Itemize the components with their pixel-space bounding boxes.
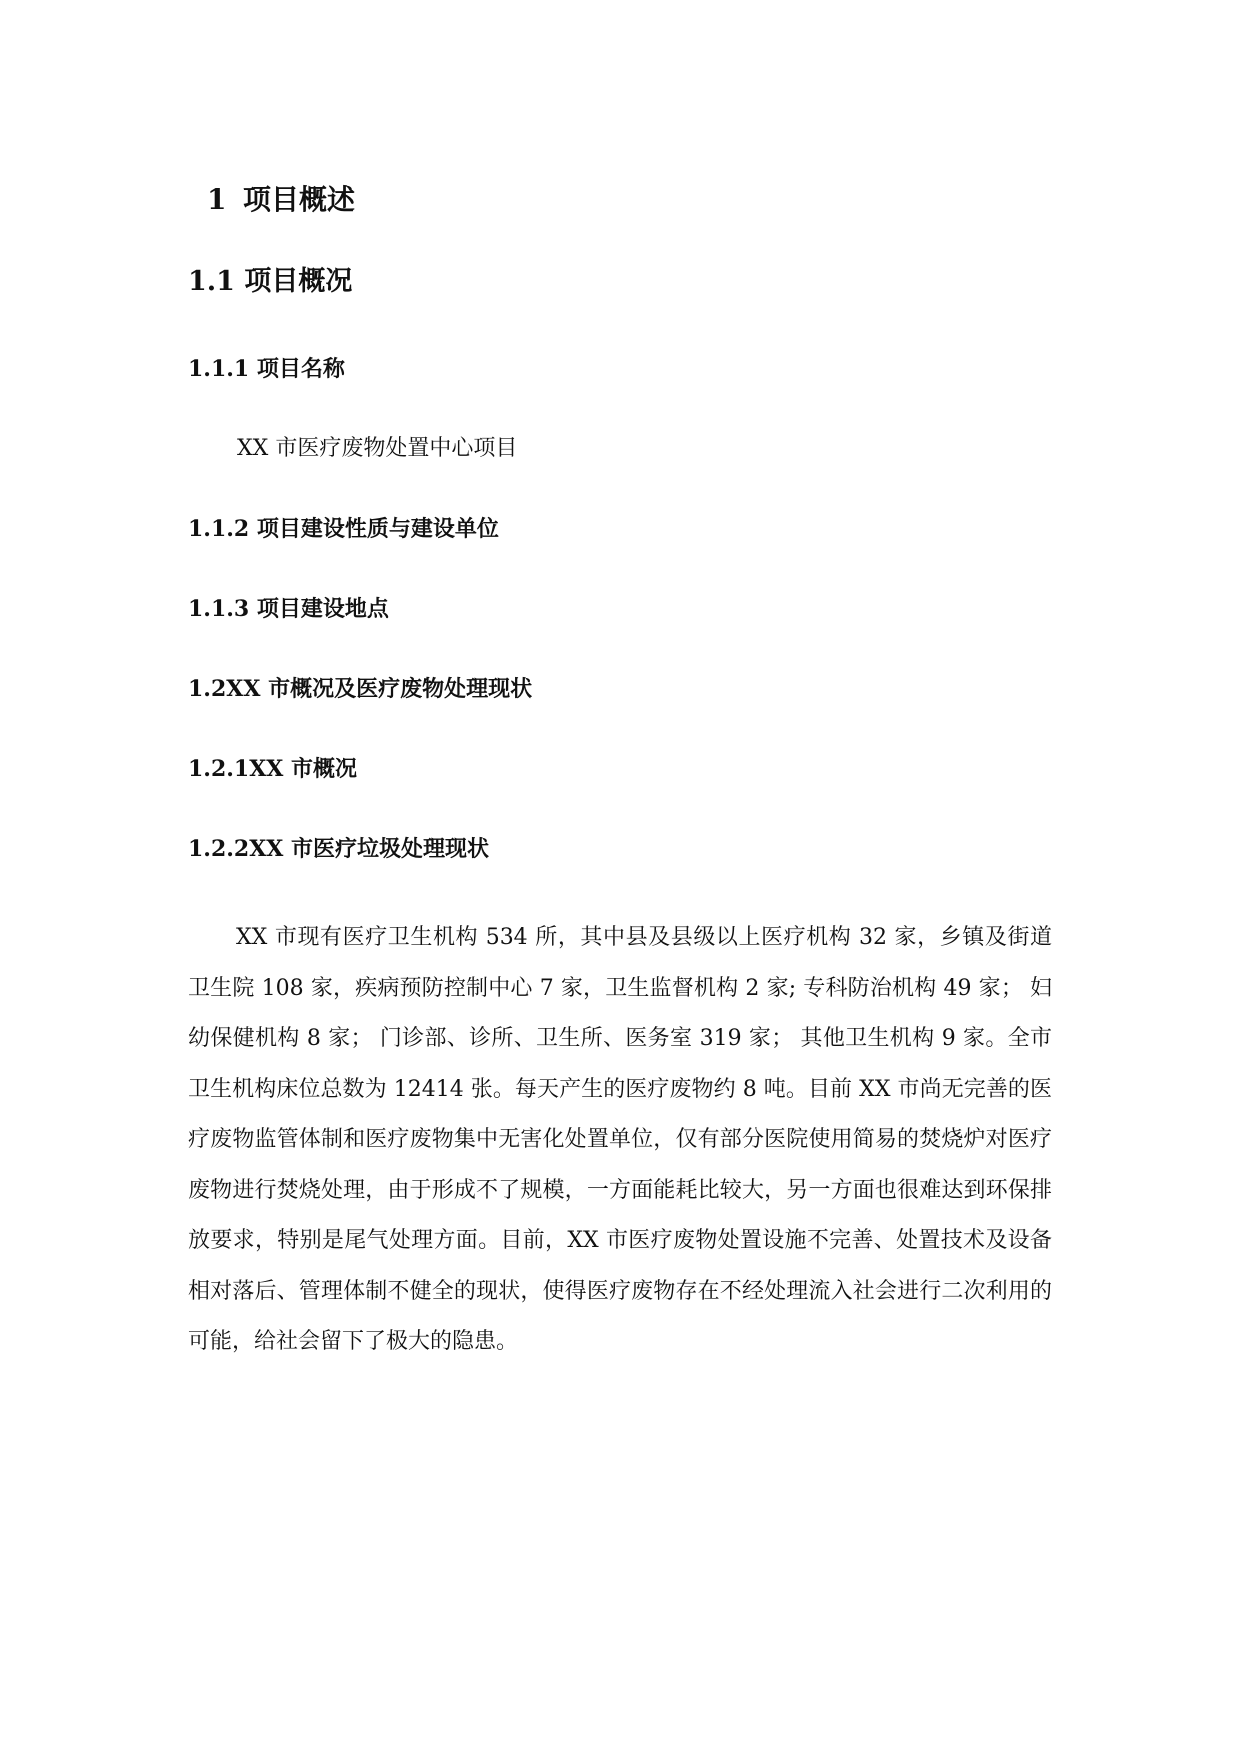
chapter-heading bbox=[207, 180, 355, 220]
subsection-heading-1-2-1: 1.2.1XX 市概况 bbox=[188, 756, 358, 782]
chapter-title: 项目概述 bbox=[243, 183, 356, 216]
section-heading-1-2: 1.2XX 市概况及医疗废物处理现状 bbox=[188, 676, 533, 702]
section-heading-1-1: 1.1 项目概况 bbox=[188, 266, 353, 297]
chapter-number: 1 bbox=[207, 183, 227, 216]
subsection-heading-1-1-3: 1.1.3 项目建设地点 bbox=[188, 596, 389, 622]
subsection-heading-1-1-1: 1.1.1 项目名称 bbox=[188, 356, 345, 382]
subsection-heading-1-2-2: 1.2.2XX 市医疗垃圾处理现状 bbox=[188, 836, 490, 862]
project-name-text: XX 市医疗废物处置中心项目 bbox=[237, 436, 518, 461]
body-paragraph: XX 市现有医疗卫生机构 534 所，其中县及县级以上医疗机构 32 家，乡镇及街道卫生院 108 家，疾病预防控制中心 7 家，卫生监督机构 2 家; 专科防治机构 49 家； 妇幼保健机构 8 家； 门诊部、诊所、卫生所、医务室 319 家； 其他卫生机构 9 家。全市卫生机构床位总数为 12414 张。每天产生的医疗废物约 8 吨。目前 XX 市尚无完善的医疗废物监管体制和医疗废物集中无害化处置单位，仅有部分医院使用简易的焚烧炉对医疗废物进行焚烧处理，由于形成不了规模，一方面能耗比较大，另一方面也很难达到环保排放要求，特别是尾气处理方面。目前，XX 市医疗废物处置设施不完善、处置技术及设备相对落后、管理体制不健全的现状，使得医疗废物存在不经处理流入社会进行二次利用的可能，给社会留下了极大的隐患。 bbox=[188, 925, 1052, 1354]
subsection-heading-1-1-2: 1.1.2 项目建设性质与建设单位 bbox=[188, 516, 499, 542]
